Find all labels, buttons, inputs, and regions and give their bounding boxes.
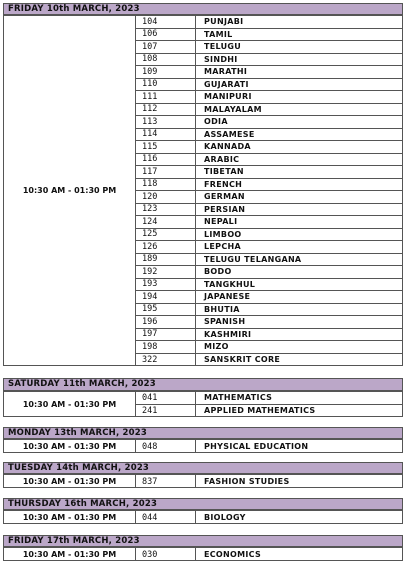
subject-name: FRENCH — [204, 179, 243, 189]
exam-block — [3, 391, 403, 417]
exam-block — [3, 439, 403, 453]
subject-code: 106 — [136, 29, 196, 41]
subject-row — [136, 66, 402, 79]
subject-row — [136, 141, 402, 154]
date-header: TUESDAY 14th MARCH, 2023 — [3, 462, 403, 474]
subject-code: 048 — [136, 440, 196, 453]
subject-row — [136, 511, 402, 524]
date-header: FRIDAY 17th MARCH, 2023 — [3, 535, 403, 547]
subject-code: 195 — [136, 304, 196, 316]
subject-code: 117 — [136, 166, 196, 178]
subject-name: APPLIED MATHEMATICS — [204, 406, 316, 416]
subject-name: ODIA — [204, 117, 228, 127]
subject-name: GERMAN — [204, 192, 245, 202]
subject-name: ARABIC — [204, 154, 240, 164]
subject-code: 030 — [136, 548, 196, 561]
subject-name: LEPCHA — [204, 242, 241, 252]
subject-code: 113 — [136, 116, 196, 128]
subject-code: 198 — [136, 341, 196, 353]
subject-name: NEPALI — [204, 217, 238, 227]
exam-block — [3, 474, 403, 488]
subject-row — [136, 216, 402, 229]
subject-name: MIZO — [204, 342, 229, 352]
exam-time: 10:30 AM - 01:30 PM — [4, 475, 136, 487]
subject-name: KANNADA — [204, 142, 251, 152]
subject-name: KASHMIRI — [204, 329, 252, 339]
subject-name: MARATHI — [204, 67, 248, 77]
subject-row — [136, 229, 402, 242]
subject-row — [136, 154, 402, 167]
subject-row — [136, 304, 402, 317]
subject-row — [136, 341, 402, 354]
subject-code: 116 — [136, 154, 196, 166]
date-header: SATURDAY 11th MARCH, 2023 — [3, 378, 403, 391]
exam-time: 10:30 AM - 01:30 PM — [4, 511, 136, 523]
subject-name: BHUTIA — [204, 304, 240, 314]
exam-block — [3, 510, 403, 524]
subject-name: ECONOMICS — [204, 550, 262, 559]
subject-name: GUJARATI — [204, 79, 249, 89]
subject-row — [136, 392, 402, 405]
subject-row — [136, 254, 402, 267]
subject-name: SANSKRIT CORE — [204, 355, 281, 365]
subject-code: 041 — [136, 392, 196, 404]
subject-row — [136, 204, 402, 217]
subject-code: 322 — [136, 354, 196, 367]
date-header: MONDAY 13th MARCH, 2023 — [3, 427, 403, 439]
subject-code: 120 — [136, 191, 196, 203]
subject-row — [136, 266, 402, 279]
subject-row — [136, 41, 402, 54]
subject-name: MANIPURI — [204, 92, 252, 102]
subject-code: 196 — [136, 316, 196, 328]
subject-row — [136, 316, 402, 329]
subject-code: 115 — [136, 141, 196, 153]
exam-time: 10:30 AM - 01:30 PM — [4, 392, 136, 416]
subject-code: 108 — [136, 54, 196, 66]
subject-name: PUNJABI — [204, 17, 244, 27]
subject-code: 194 — [136, 291, 196, 303]
date-header: THURSDAY 16th MARCH, 2023 — [3, 498, 403, 510]
subject-row — [136, 166, 402, 179]
subject-code: 110 — [136, 79, 196, 91]
subject-name: TANGKHUL — [204, 279, 256, 289]
subject-row — [136, 405, 402, 418]
subject-code: 112 — [136, 104, 196, 116]
subject-code: 044 — [136, 511, 196, 524]
subject-row — [136, 29, 402, 42]
subject-code: 118 — [136, 179, 196, 191]
subject-row — [136, 116, 402, 129]
subject-code: 109 — [136, 66, 196, 78]
subject-code: 111 — [136, 91, 196, 103]
subject-code: 192 — [136, 266, 196, 278]
subject-row — [136, 354, 402, 367]
subject-code: 126 — [136, 241, 196, 253]
subject-row — [136, 440, 402, 453]
subject-row — [136, 291, 402, 304]
subject-row — [136, 54, 402, 67]
subject-row — [136, 179, 402, 192]
subject-row — [136, 91, 402, 104]
subject-code: 241 — [136, 405, 196, 418]
subject-name: TELUGU — [204, 42, 242, 52]
exam-time: 10:30 AM - 01:30 PM — [4, 16, 136, 365]
subject-name: SPANISH — [204, 317, 246, 327]
subject-name: ASSAMESE — [204, 129, 255, 139]
subject-code: 189 — [136, 254, 196, 266]
subject-code: 837 — [136, 475, 196, 488]
subject-code: 193 — [136, 279, 196, 291]
subject-row — [136, 241, 402, 254]
subject-name: LIMBOO — [204, 229, 242, 239]
subject-row — [136, 16, 402, 29]
subject-row — [136, 279, 402, 292]
date-header: FRIDAY 10th MARCH, 2023 — [3, 3, 403, 15]
subject-name: MATHEMATICS — [204, 393, 273, 403]
subject-row — [136, 191, 402, 204]
subject-name: PHYSICAL EDUCATION — [204, 442, 309, 451]
subject-name: FASHION STUDIES — [204, 477, 290, 486]
exam-block — [3, 15, 403, 366]
subject-name: PERSIAN — [204, 204, 246, 214]
subject-name: TAMIL — [204, 29, 233, 39]
subject-code: 104 — [136, 16, 196, 28]
subject-row — [136, 104, 402, 117]
subject-name: JAPANESE — [204, 292, 251, 302]
subject-name: MALAYALAM — [204, 104, 262, 114]
subject-code: 197 — [136, 329, 196, 341]
subject-name: SINDHI — [204, 54, 238, 64]
subject-code: 107 — [136, 41, 196, 53]
subject-row — [136, 329, 402, 342]
subject-code: 124 — [136, 216, 196, 228]
subject-name: BIOLOGY — [204, 513, 246, 522]
subject-row — [136, 548, 402, 561]
exam-block — [3, 547, 403, 561]
subject-code: 123 — [136, 204, 196, 216]
subject-row — [136, 79, 402, 92]
subject-code: 125 — [136, 229, 196, 241]
subject-row — [136, 475, 402, 488]
subject-code: 114 — [136, 129, 196, 141]
subject-row — [136, 129, 402, 142]
exam-time: 10:30 AM - 01:30 PM — [4, 440, 136, 452]
subject-name: TIBETAN — [204, 167, 244, 177]
exam-time: 10:30 AM - 01:30 PM — [4, 548, 136, 560]
subject-name: TELUGU TELANGANA — [204, 254, 302, 264]
subject-name: BODO — [204, 267, 232, 277]
